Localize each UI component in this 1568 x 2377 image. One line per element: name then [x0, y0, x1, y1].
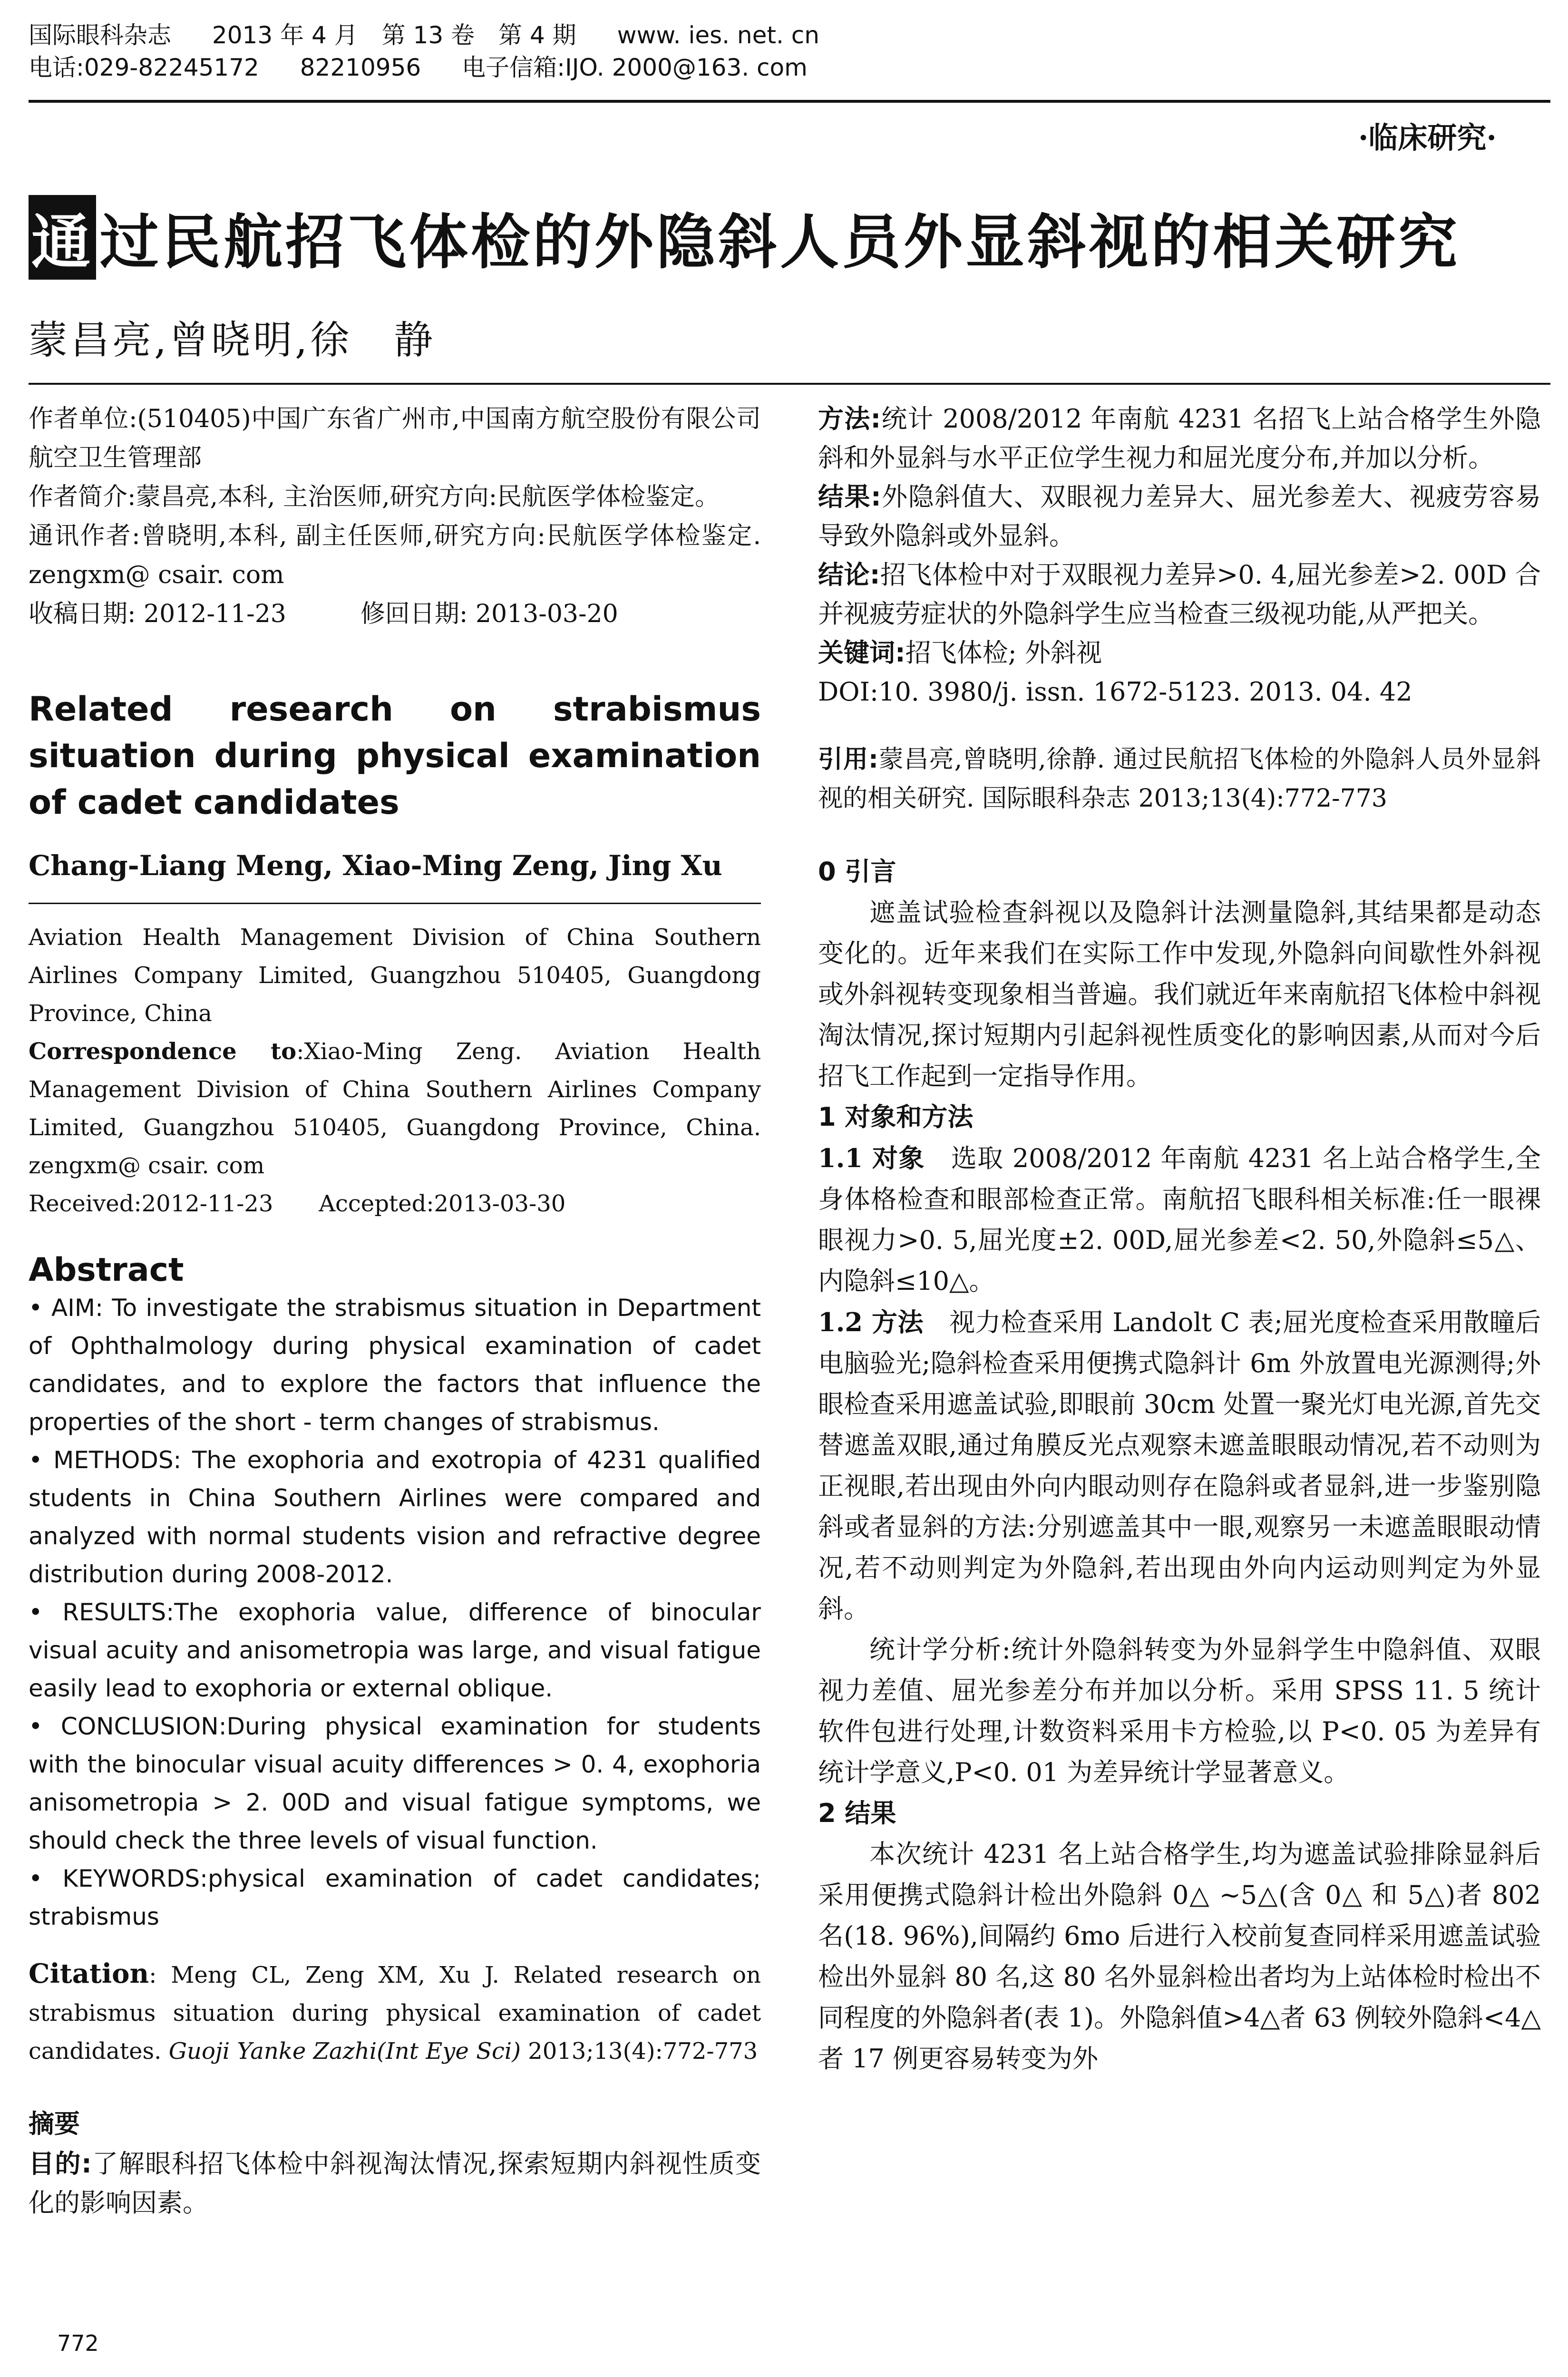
- english-dates: Received:2012-11-23 Accepted:2013-03-30: [29, 1190, 566, 1217]
- authors-cn: 蒙昌亮,曾晓明,徐 静: [29, 318, 436, 363]
- conclusion-text: 招飞体检中对于双眼视力差异>0. 4,屈光参差>2. 00D 合并视疲劳症状的外隐斜学生应当检查三级视功能,从严把关。: [818, 560, 1541, 629]
- page-number: 772: [57, 2330, 99, 2356]
- right-column: [818, 399, 1541, 2079]
- subsection-1-1-text: 选取 2008/2012 年南航 4231 名上站合格学生,全身体格检查和眼部检查正常。南航招飞眼科相关标准:任一眼裸眼视力>0. 5,屈光度±2. 00D,屈光参差<2. 50,外隐斜≤5△、内隐斜≤10△。: [818, 1143, 1541, 1296]
- english-citation: [29, 1955, 761, 2070]
- english-title: Related research on strabismus situation during physical examination of cadet candidates: [29, 690, 761, 822]
- chinese-abstract-heading: 摘要: [29, 2109, 80, 2139]
- chinese-citation: [818, 740, 1541, 818]
- subsection-1-1-label: 1.1 对象: [818, 1143, 925, 1173]
- journal-header: [29, 19, 1541, 84]
- subsection-1-2-text: 视力检查采用 Landolt C 表;屈光度检查采用散瞳后电脑验光;隐斜检查采用便携式隐斜计 6m 外放置电光源测得;外眼检查采用遮盖试验,即眼前 30cm 处置一聚光灯电光源,首先交替遮盖双眼,通过角膜反光点观察未遮盖眼眼动情况,若不动则为正视眼,若出现由外向内眼动则存在隐斜或者显斜,进一步鉴别隐斜或者显斜的方法:分别遮盖其中一眼,观察另一未遮盖眼眼动情况,若不动则判定为外隐斜,若出现由外向内运动则判定为外显斜。: [818, 1307, 1541, 1624]
- title-text: 过民航招飞体检的外隐斜人员外显斜视的相关研究: [100, 208, 1461, 277]
- chinese-abstract-methods: [818, 399, 1541, 477]
- abstract-conclusion: • CONCLUSION:During physical examination for students with the binocular visual acuity differences > 0. 4, exophoria anisometropia > 2. 00D and visual fatigue symptoms, we should check the three levels of visual function.: [29, 1713, 761, 1854]
- section-0-heading: 0 引言: [818, 857, 896, 887]
- results-label: 结果:: [818, 482, 881, 512]
- keywords-text: 招飞体检; 外斜视: [905, 638, 1102, 668]
- correspondence-label: Correspondence to: [29, 1038, 297, 1065]
- keywords-label: 关键词:: [818, 638, 906, 668]
- cite-text: 蒙昌亮,曾晓明,徐静. 通过民航招飞体检的外隐斜人员外显斜视的相关研究. 国际眼科杂志 2013;13(4):772-773: [818, 745, 1541, 813]
- journal-phone-2: 82210956: [300, 54, 421, 81]
- title-divider: [29, 383, 1550, 385]
- header-divider: [29, 100, 1550, 103]
- abstract-results: • RESULTS:The exophoria value, difference of binocular visual acuity and anisometropia was large, and visual fatigue easily lead to exophoria or external oblique.: [29, 1598, 761, 1702]
- citation-journal: Guoji Yanke Zazhi(Int Eye Sci): [168, 2038, 521, 2065]
- chinese-abstract-results: [818, 477, 1541, 555]
- journal-email[interactable]: 电子信箱:IJO. 2000@163. com: [462, 54, 808, 81]
- subsection-1-2-label: 1.2 方法: [818, 1307, 924, 1337]
- conclusion-label: 结论:: [818, 560, 880, 590]
- english-divider: [29, 903, 761, 904]
- abstract-keywords: • KEYWORDS:physical examination of cadet candidates; strabismus: [29, 1865, 761, 1930]
- methods-text: 统计 2008/2012 年南航 4231 名招飞上站合格学生外隐斜和外显斜与水平正位学生视力和屈光度分布,并加以分析。: [818, 404, 1541, 473]
- aim-text: 了解眼科招飞体检中斜视淘汰情况,探索短期内斜视性质变化的影响因素。: [29, 2149, 761, 2218]
- title-drop-cap: 通: [29, 195, 96, 280]
- left-column: [29, 399, 761, 2222]
- author-affiliation: 作者单位:(510405)中国广东省广州市,中国南方航空股份有限公司航空卫生管理部: [29, 405, 761, 472]
- english-correspondence: [29, 1033, 761, 1185]
- section-1-heading: 1 对象和方法: [818, 1102, 974, 1132]
- abstract-heading: Abstract: [29, 1251, 184, 1289]
- author-bio: 作者简介:蒙昌亮,本科, 主治医师,研究方向:民航医学体检鉴定。: [29, 483, 720, 511]
- correspondence-text: :Xiao-Ming Zeng. Aviation Health Management Division of China Southern Airlines Company Limited, Guangzhou 510405, Guangdong Province, China. zengxm@ csair. com: [29, 1038, 761, 1179]
- received-dates: 收稿日期: 2012-11-23 修回日期: 2013-03-20: [29, 600, 618, 628]
- article-title: [29, 195, 1541, 280]
- abstract-methods: • METHODS: The exophoria and exotropia of 4231 qualified students in China Southern Airlines were compared and analyzed with normal students vision and refractive degree distribution during 2008-2012.: [29, 1446, 761, 1588]
- cite-label: 引用:: [818, 745, 878, 774]
- journal-phone: 电话:029-82245172: [29, 54, 259, 81]
- section-2-paragraph: 本次统计 4231 名上站合格学生,均为遮盖试验排除显斜后采用便携式隐斜计检出外隐斜 0△ ~5△(含 0△ 和 5△)者 802 名(18. 96%),间隔约 6mo 后进行入校前复查同样采用遮盖试验检出外显斜 80 名,这 80 名外显斜检出者均为上站体检时检出不同程度的外隐斜者(表 1)。外隐斜值>4△者 63 例较外隐斜<4△者 17 例更容易转变为外: [818, 1839, 1541, 2074]
- statistics-paragraph: 统计学分析:统计外隐斜转变为外显斜学生中隐斜值、双眼视力差值、屈光参差分布并加以分析。采用 SPSS 11. 5 统计软件包进行处理,计数资料采用卡方检验,以 P<0. 05 为差异有统计学意义,P<0. 01 为差异统计学显著意义。: [818, 1635, 1541, 1787]
- section-tag: ·临床研究·: [1358, 120, 1497, 155]
- issue-info: 2013 年 4 月 第 13 卷 第 4 期: [212, 21, 576, 49]
- aim-label: 目的:: [29, 2149, 92, 2179]
- section-1-1-paragraph: [818, 1138, 1541, 1302]
- section-0-paragraph: 遮盖试验检查斜视以及隐斜计法测量隐斜,其结果都是动态变化的。近年来我们在实际工作中发现,外隐斜向间歇性外斜视或外斜视转变现象相当普遍。我们就近年来南航招飞体检中斜视淘汰情况,探讨短期内引起斜视性质变化的影响因素,从而对今后招飞工作起到一定指导作用。: [818, 897, 1541, 1091]
- journal-website[interactable]: www. ies. net. cn: [617, 21, 819, 49]
- results-text: 外隐斜值大、双眼视力差异大、屈光参差大、视疲劳容易导致外隐斜或外显斜。: [818, 482, 1541, 551]
- section-1-2-paragraph: [818, 1302, 1541, 1629]
- journal-name: 国际眼科杂志: [29, 21, 171, 49]
- english-authors: Chang-Liang Meng, Xiao-Ming Zeng, Jing Xu: [29, 849, 722, 882]
- citation-end: 2013;13(4):772-773: [520, 2038, 758, 2065]
- chinese-keywords: [818, 633, 1541, 672]
- abstract-aim: • AIM: To investigate the strabismus situation in Department of Ophthalmology during physical examination of cadet candidates, and to explore the factors that influence the properties of the short - term changes of strabismus.: [29, 1294, 761, 1436]
- citation-label: Citation: [29, 1958, 149, 1989]
- doi[interactable]: DOI:10. 3980/j. issn. 1672-5123. 2013. 04. 42: [818, 677, 1412, 707]
- chinese-abstract-aim: [29, 2144, 761, 2222]
- section-2-heading: 2 结果: [818, 1798, 896, 1828]
- corresponding-author: 通讯作者:曾晓明,本科, 副主任医师,研究方向:民航医学体检鉴定. zengxm@ csair. com: [29, 522, 761, 589]
- methods-label: 方法:: [818, 404, 881, 434]
- citation-text: : Meng CL, Zeng XM, Xu J. Related research on strabismus situation during physical examination of cadet candidates.: [29, 1962, 761, 2065]
- english-affiliation: Aviation Health Management Division of China Southern Airlines Company Limited, Guangzhou 510405, Guangdong Province, China: [29, 924, 761, 1027]
- chinese-abstract-conclusion: [818, 555, 1541, 633]
